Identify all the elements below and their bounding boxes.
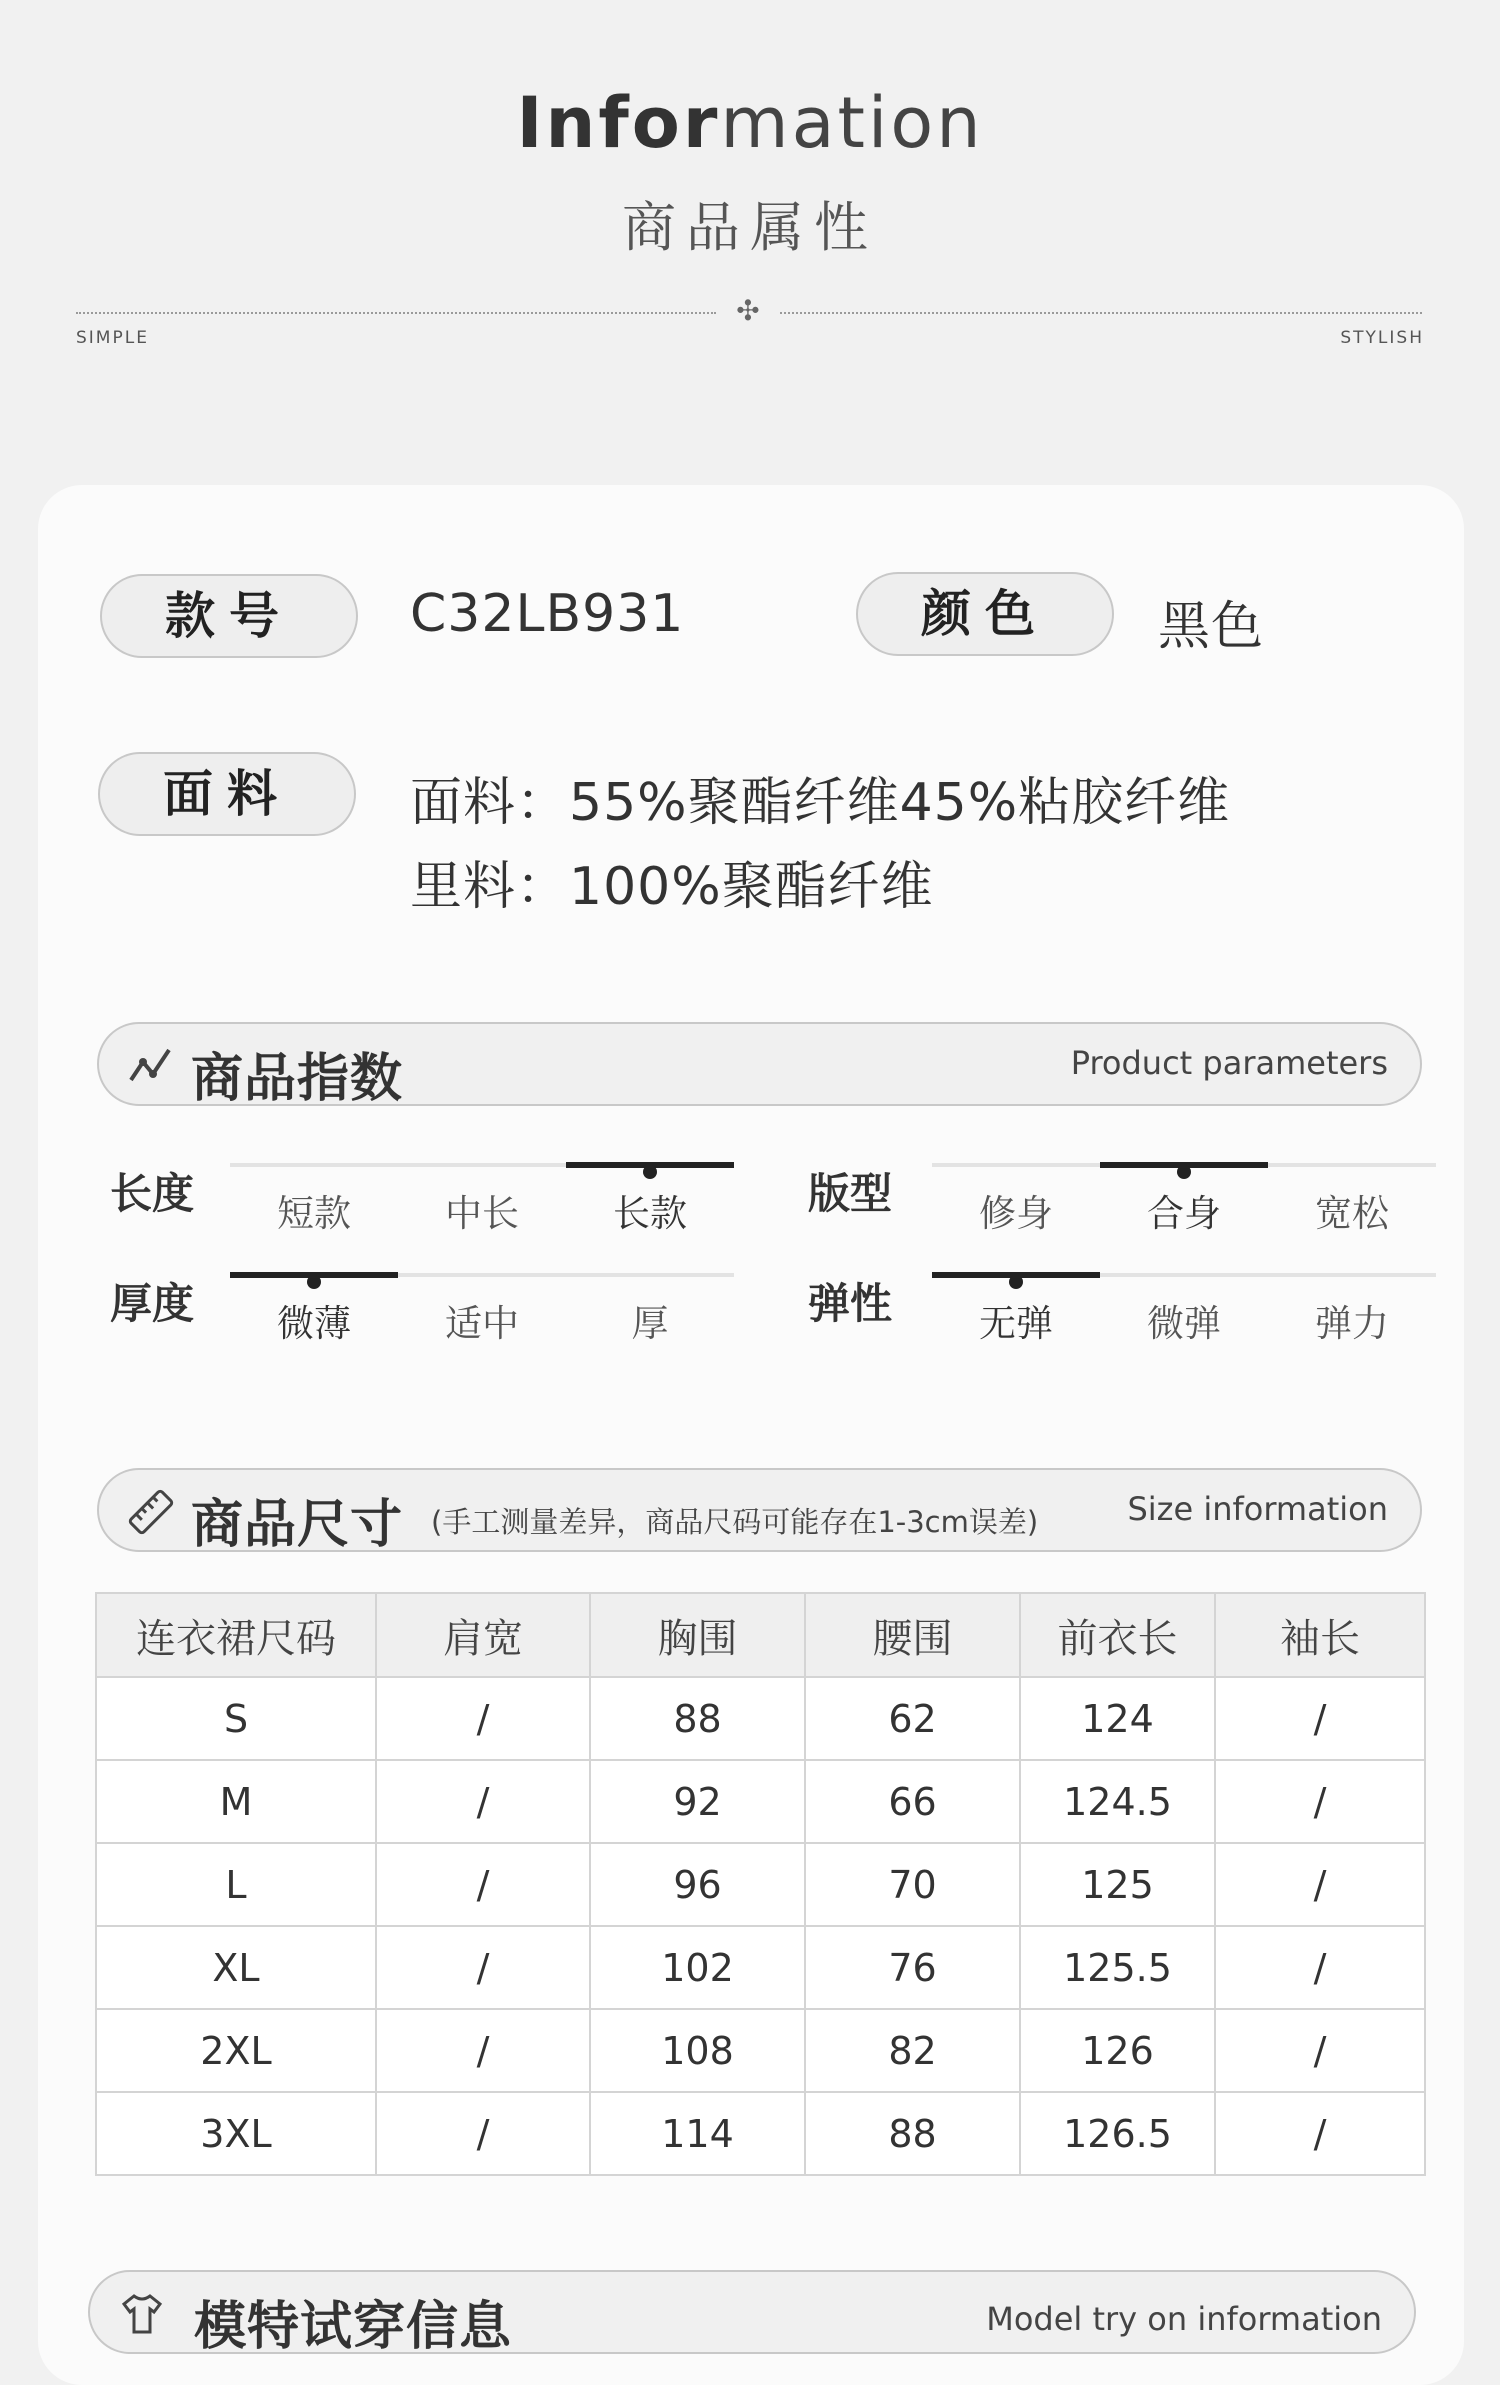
chart-line-icon	[127, 1042, 175, 1090]
color-value: 黑色	[1158, 597, 1265, 657]
ruler-icon	[127, 1488, 175, 1536]
param-option-elasticity: 无弹	[979, 1302, 1053, 1345]
table-cell: 96	[590, 1843, 805, 1926]
size-band-title: 商品尺寸	[191, 1495, 404, 1555]
model-band	[88, 2270, 1416, 2357]
params-band-title: 商品指数	[191, 1049, 404, 1109]
param-option-fit: 合身	[1147, 1192, 1221, 1235]
param-option-length: 短款	[277, 1192, 351, 1235]
style-no-label: 款号	[100, 574, 358, 658]
table-cell: L	[96, 1843, 376, 1926]
model-band-en: Model try on information	[986, 2300, 1382, 2338]
table-cell: /	[1215, 1760, 1425, 1843]
param-option-fit: 宽松	[1315, 1192, 1389, 1235]
size-table-header-cell: 肩宽	[376, 1593, 590, 1677]
table-cell: /	[376, 1677, 590, 1760]
table-cell: /	[376, 1760, 590, 1843]
table-row	[96, 1677, 1425, 1760]
table-cell: /	[376, 2009, 590, 2092]
table-cell: M	[96, 1760, 376, 1843]
size-table-header-cell: 胸围	[590, 1593, 805, 1677]
table-row	[96, 1760, 1425, 1843]
param-option-elasticity: 微弹	[1147, 1302, 1221, 1345]
param-label-thickness: 厚度	[110, 1279, 195, 1328]
table-cell: S	[96, 1677, 376, 1760]
table-cell: /	[1215, 1843, 1425, 1926]
style-no-value: C32LB931	[410, 584, 685, 644]
table-row	[96, 2009, 1425, 2092]
fabric-line-1: 面料：55%聚酯纤维45%粘胶纤维	[410, 773, 1231, 833]
table-cell: /	[376, 1926, 590, 2009]
params-band	[97, 1022, 1422, 1109]
size-table-header-cell: 袖长	[1215, 1593, 1425, 1677]
param-label-elasticity: 弹性	[808, 1279, 893, 1328]
right-tag: STYLISH	[1340, 328, 1424, 348]
table-cell: 76	[805, 1926, 1020, 2009]
color-label: 颜色	[856, 572, 1114, 656]
model-band-title: 模特试穿信息	[194, 2297, 513, 2357]
table-cell: 62	[805, 1677, 1020, 1760]
table-cell: 125.5	[1020, 1926, 1215, 2009]
table-cell: 124	[1020, 1677, 1215, 1760]
table-cell: /	[1215, 2092, 1425, 2175]
size-band	[97, 1468, 1422, 1555]
tshirt-icon	[118, 2290, 166, 2338]
table-cell: XL	[96, 1926, 376, 2009]
page-title	[0, 82, 1500, 164]
table-cell: 70	[805, 1843, 1020, 1926]
table-cell: 2XL	[96, 2009, 376, 2092]
table-cell: 102	[590, 1926, 805, 2009]
table-cell: 126	[1020, 2009, 1215, 2092]
table-cell: 82	[805, 2009, 1020, 2092]
table-cell: /	[1215, 1677, 1425, 1760]
table-cell: 108	[590, 2009, 805, 2092]
param-selected-dot-thickness	[307, 1275, 321, 1289]
table-cell: 124.5	[1020, 1760, 1215, 1843]
table-cell: 92	[590, 1760, 805, 1843]
fabric-label: 面料	[98, 752, 356, 836]
params-band-en: Product parameters	[1070, 1044, 1388, 1082]
size-table	[95, 1592, 1426, 2176]
param-option-length: 中长	[445, 1192, 519, 1235]
left-tag: SIMPLE	[76, 328, 149, 348]
size-table-header-cell: 前衣长	[1020, 1593, 1215, 1677]
table-cell: 66	[805, 1760, 1020, 1843]
size-band-note: (手工测量差异，商品尺码可能存在1-3cm误差)	[431, 1505, 1039, 1539]
table-cell: 88	[805, 2092, 1020, 2175]
size-band-en: Size information	[1127, 1490, 1388, 1528]
size-table-header-cell: 腰围	[805, 1593, 1020, 1677]
table-cell: /	[1215, 1926, 1425, 2009]
param-selected-dot-fit	[1177, 1165, 1191, 1179]
table-cell: 125	[1020, 1843, 1215, 1926]
param-option-thickness: 厚	[631, 1302, 669, 1345]
size-table-header-cell: 连衣裙尺码	[96, 1593, 376, 1677]
divider-ornament-icon: ✣	[736, 294, 760, 327]
table-row	[96, 1843, 1425, 1926]
size-table-header	[96, 1593, 1425, 1677]
title-light: mation	[720, 82, 984, 164]
param-option-fit: 修身	[979, 1192, 1053, 1235]
table-cell: 88	[590, 1677, 805, 1760]
table-cell: 126.5	[1020, 2092, 1215, 2175]
table-row	[96, 2092, 1425, 2175]
table-row	[96, 1926, 1425, 2009]
divider-left	[76, 312, 716, 314]
table-cell: 114	[590, 2092, 805, 2175]
divider-right	[780, 312, 1422, 314]
fabric-line-2: 里料：100%聚酯纤维	[410, 857, 934, 917]
param-selected-dot-elasticity	[1009, 1275, 1023, 1289]
param-option-elasticity: 弹力	[1315, 1302, 1389, 1345]
table-cell: /	[376, 2092, 590, 2175]
param-selected-dot-length	[643, 1165, 657, 1179]
param-option-thickness: 适中	[445, 1302, 519, 1345]
page-subtitle: 商品属性	[622, 196, 878, 259]
table-cell: /	[376, 1843, 590, 1926]
param-option-thickness: 微薄	[277, 1302, 351, 1345]
table-cell: /	[1215, 2009, 1425, 2092]
table-cell: 3XL	[96, 2092, 376, 2175]
param-label-fit: 版型	[808, 1169, 893, 1218]
title-bold: Infor	[516, 82, 721, 164]
param-label-length: 长度	[110, 1169, 195, 1218]
param-option-length: 长款	[613, 1192, 687, 1235]
